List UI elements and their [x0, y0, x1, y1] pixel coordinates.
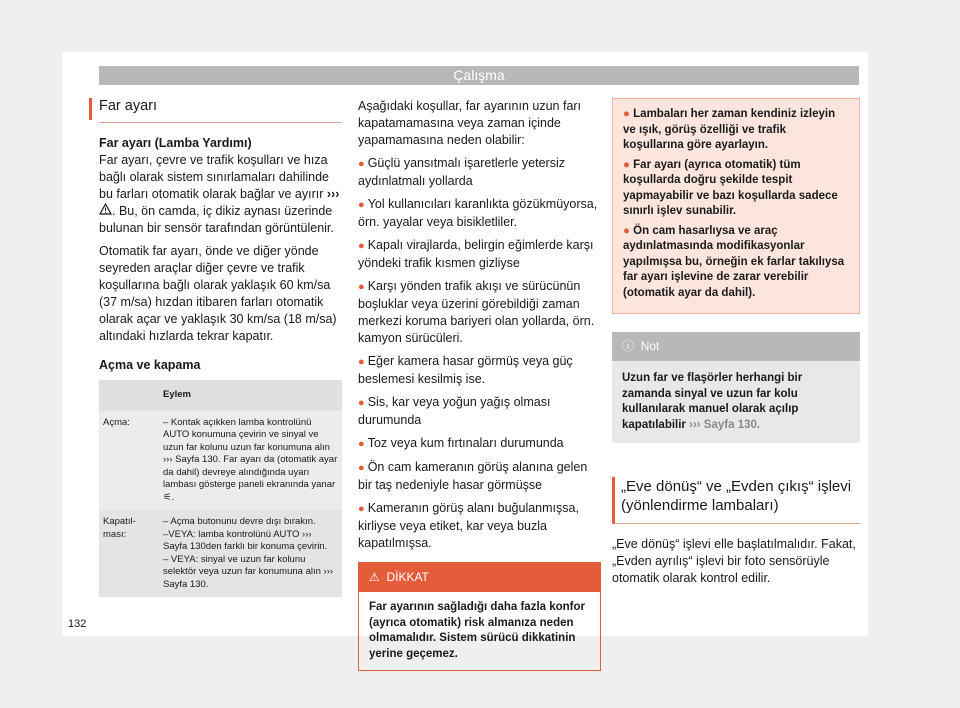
table-row-label-off: Kapatıl-ması: [99, 510, 159, 597]
warning-continuation-box [612, 98, 860, 314]
column-right [612, 98, 860, 593]
list-item: ● Güçlü yansıtmalı işaretlerle yetersiz aydınlatmalı yollarda [358, 156, 565, 188]
column-left [99, 98, 342, 597]
bullet-icon: ● [623, 224, 634, 237]
list-item: ● Far ayarı (ayrıca otomatik) tüm koşullarda doğru şekilde tespit yapmayabilir ve bazı koşullarda sadece sınırlı işlev sunabilir. [623, 158, 838, 217]
list-item: ● Kameranın görüş alanı buğulanmışsa, kirliyse veya etiket, kar veya buzla kapatılmışsa. [358, 501, 579, 550]
bullet-icon: ● [358, 199, 368, 211]
info-icon: ⓘ [622, 339, 635, 353]
chapter-header: Çalışma [99, 66, 859, 85]
table-cell-on: – Kontak açıkken lamba kontrolünü AUTO konumuna çevirin ve sinyal ve uzun far kolunu uzun far konumuna alın ››› Sayfa 130. Far ayarı da (otomatik ayar da dahil) devreye alındığında uyarı lambası gösterge paneli ekranında yanar ⚟. [159, 411, 342, 511]
list-item: ● Ön cam hasarlıysa ve araç aydınlatmasında modifikasyonlar yapılmışsa bu, örneğin ek farlar takılıysa far ayarı işlevine de zarar verebilir (otomatik ayar da dahil). [623, 224, 845, 299]
table-cell-off: – Açma butonunu devre dışı bırakın. –VEYA: lamba kontrolünü AUTO ››› Sayfa 130den farklı bir konuma çevirin. – VEYA: sinyal ve uzun far kolunu selektör veya uzun far konumuna alın ››› Sayfa 130. [159, 510, 342, 597]
paragraph-intro: Far ayarı, çevre ve trafik koşulları ve hıza bağlı olarak sistem sınırlamaları dahilinde bu farları otomatik olarak bağlar ve ayırır ››› . Bu, ön camda, iç dikiz aynası üzerinde bulunan bir sensör tarafından görüntülenir. [99, 153, 340, 235]
high-beam-icon: ⚟ [163, 491, 172, 503]
page-number: 132 [68, 618, 87, 630]
bullet-icon: ● [358, 397, 368, 409]
list-item: ● Yol kullanıcıları karanlıkta gözükmüyorsa, örn. yayalar veya bisikletliler. [358, 197, 598, 229]
bullet-icon: ● [358, 462, 368, 474]
note-text: Uzun far ve flaşörler herhangi bir zamanda sinyal ve uzun far kolu kullanılarak manuel olarak açılıp kapatılabilir ››› Sayfa 130. [622, 372, 803, 431]
bullet-icon: ● [358, 158, 368, 170]
action-table [99, 380, 342, 597]
warning-header: ⚠ DİKKAT [359, 563, 600, 592]
table-row-label-on: Açma: [99, 411, 159, 511]
section-title: Far ayarı [99, 98, 342, 123]
bullet-icon: ● [358, 281, 368, 293]
list-item: ● Eğer kamera hasar görmüş veya güç beslemesi kesilmiş ise. [358, 354, 573, 386]
paragraph-guiding-lights: „Eve dönüş“ işlevi elle başlatılmalıdır. Fakat, „Evden ayrılış“ işlevi bir foto sensörüyle otomatik olarak kontrol edilir. [612, 537, 856, 585]
warning-triangle-icon: ⚠ [369, 570, 380, 584]
list-item: ● Ön cam kameranın görüş alanına gelen bir taş nedeniyle hasar görmüşse [358, 460, 588, 492]
table-header-action: Eylem [159, 380, 342, 411]
bullet-icon: ● [358, 503, 368, 515]
list-item: ● Sis, kar veya yoğun yağış olması durumunda [358, 395, 551, 427]
bullet-icon: ● [358, 240, 368, 252]
warning-triangle-icon [99, 204, 112, 218]
subheading-on-off: Açma ve kapama [99, 358, 201, 372]
list-item: ● Kapalı virajlarda, belirgin eğimlerde karşı yöndeki trafik kısmen gizliyse [358, 238, 594, 270]
column-middle [358, 98, 601, 671]
bullet-icon: ● [623, 108, 634, 120]
paragraph-conditions-intro: Aşağıdaki koşullar, far ayarının uzun farı kapatamamasına veya zaman içinde yapamamasına neden olabilir: [358, 99, 582, 147]
bullet-icon: ● [358, 438, 368, 450]
list-item: ● Lambaları her zaman kendiniz izleyin ve ışık, görüş özelliği ve trafik koşullarına göre ayarlayın. [623, 108, 836, 151]
bullet-icon: ● [358, 356, 368, 368]
note-header: ⓘ Not [612, 332, 860, 361]
warning-text: Far ayarının sağladığı daha fazla konfor (ayrıca otomatik) risk almanıza neden olmamalıdır. Sistem sürücü dikkatinin yerine geçemez. [369, 601, 586, 660]
conditions-list [358, 155, 601, 552]
paragraph-auto-light: Otomatik far ayarı, önde ve diğer yönde seyreden araçlar diğer çevre ve trafik koşullarına bağlı olarak yaklaşık 60 km/sa (37 m/sa) hızdan itibaren farları otomatik olarak açar ve yaklaşık 30 km/sa (18 m/sa) altındaki hızlarda tekrar kapatır. [99, 244, 337, 343]
list-item: ● Toz veya kum fırtınaları durumunda [358, 436, 564, 450]
bullet-icon: ● [623, 158, 634, 171]
section-heading-guiding-lights: „Eve dönüş“ ve „Evden çıkış“ işlevi (yönlendirme lambaları) [612, 477, 860, 524]
list-item: ● Karşı yönden trafik akışı ve sürücünün boşluklar veya üzerini görebildiği zaman merkezi koruma bariyeri olan yollarda, örn. kamyon sürücüleri. [358, 279, 595, 345]
subheading-lamp-assist: Far ayarı (Lamba Yardımı) [99, 136, 252, 150]
note-box [612, 332, 860, 443]
warning-box [358, 562, 601, 671]
